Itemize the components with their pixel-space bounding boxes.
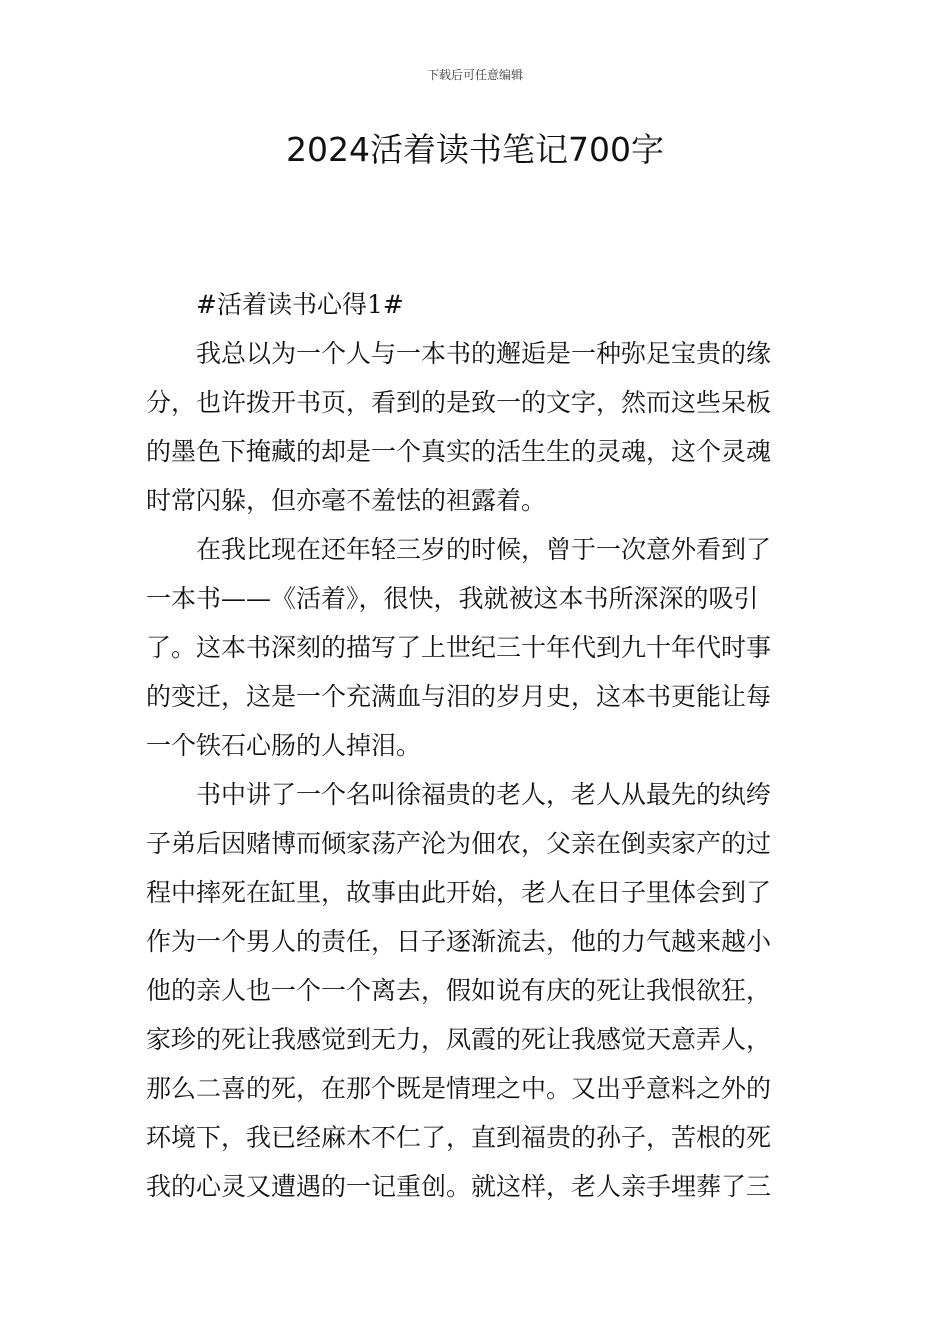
body-line: 时常闪躲，但亦毫不羞怯的袒露着。	[146, 486, 547, 515]
body-line: 的变迁，这是一个充满血与泪的岁月史，这本书更能让每	[146, 682, 772, 711]
body-line: 一个铁石心肠的人掉泪。	[146, 731, 422, 760]
body-line: 了。这本书深刻的描写了上世纪三十年代到九十年代时事	[146, 633, 772, 662]
header-note: 下载后可任意编辑	[426, 68, 523, 82]
body-line: #活着读书心得1#	[196, 290, 404, 319]
body-line: 作为一个男人的责任，日子逐渐流去，他的力气越来越小	[146, 927, 772, 956]
body-line: 我总以为一个人与一本书的邂逅是一种弥足宝贵的缘	[196, 339, 772, 368]
body-line: 家珍的死让我感觉到无力，凤霞的死让我感觉天意弄人，	[146, 1025, 772, 1054]
body-line: 那么二喜的死，在那个既是情理之中。又出乎意料之外的	[146, 1074, 772, 1103]
body-line: 一本书——《活着》，很快，我就被这本书所深深的吸引	[146, 584, 759, 613]
document-title: 2024活着读书笔记700字	[286, 130, 664, 169]
body-line: 环境下，我已经麻木不仁了，直到福贵的孙子，苦根的死	[146, 1123, 772, 1152]
body-line: 子弟后因赌博而倾家荡产沦为佃农，父亲在倒卖家产的过	[146, 829, 772, 858]
body-line: 在我比现在还年轻三岁的时候，曾于一次意外看到了	[196, 535, 772, 564]
body-line: 他的亲人也一个一个离去，假如说有庆的死让我恨欲狂，	[146, 976, 772, 1005]
body-line: 书中讲了一个名叫徐福贵的老人，老人从最先的纨绔	[196, 780, 772, 809]
document-body	[146, 280, 806, 1211]
body-line: 我的心灵又遭遇的一记重创。就这样，老人亲手埋葬了三	[146, 1172, 772, 1201]
body-line: 程中摔死在缸里，故事由此开始，老人在日子里体会到了	[146, 878, 772, 907]
body-line: 分，也许拨开书页，看到的是致一的文字，然而这些呆板	[146, 388, 772, 417]
body-line: 的墨色下掩藏的却是一个真实的活生生的灵魂，这个灵魂	[146, 437, 772, 466]
